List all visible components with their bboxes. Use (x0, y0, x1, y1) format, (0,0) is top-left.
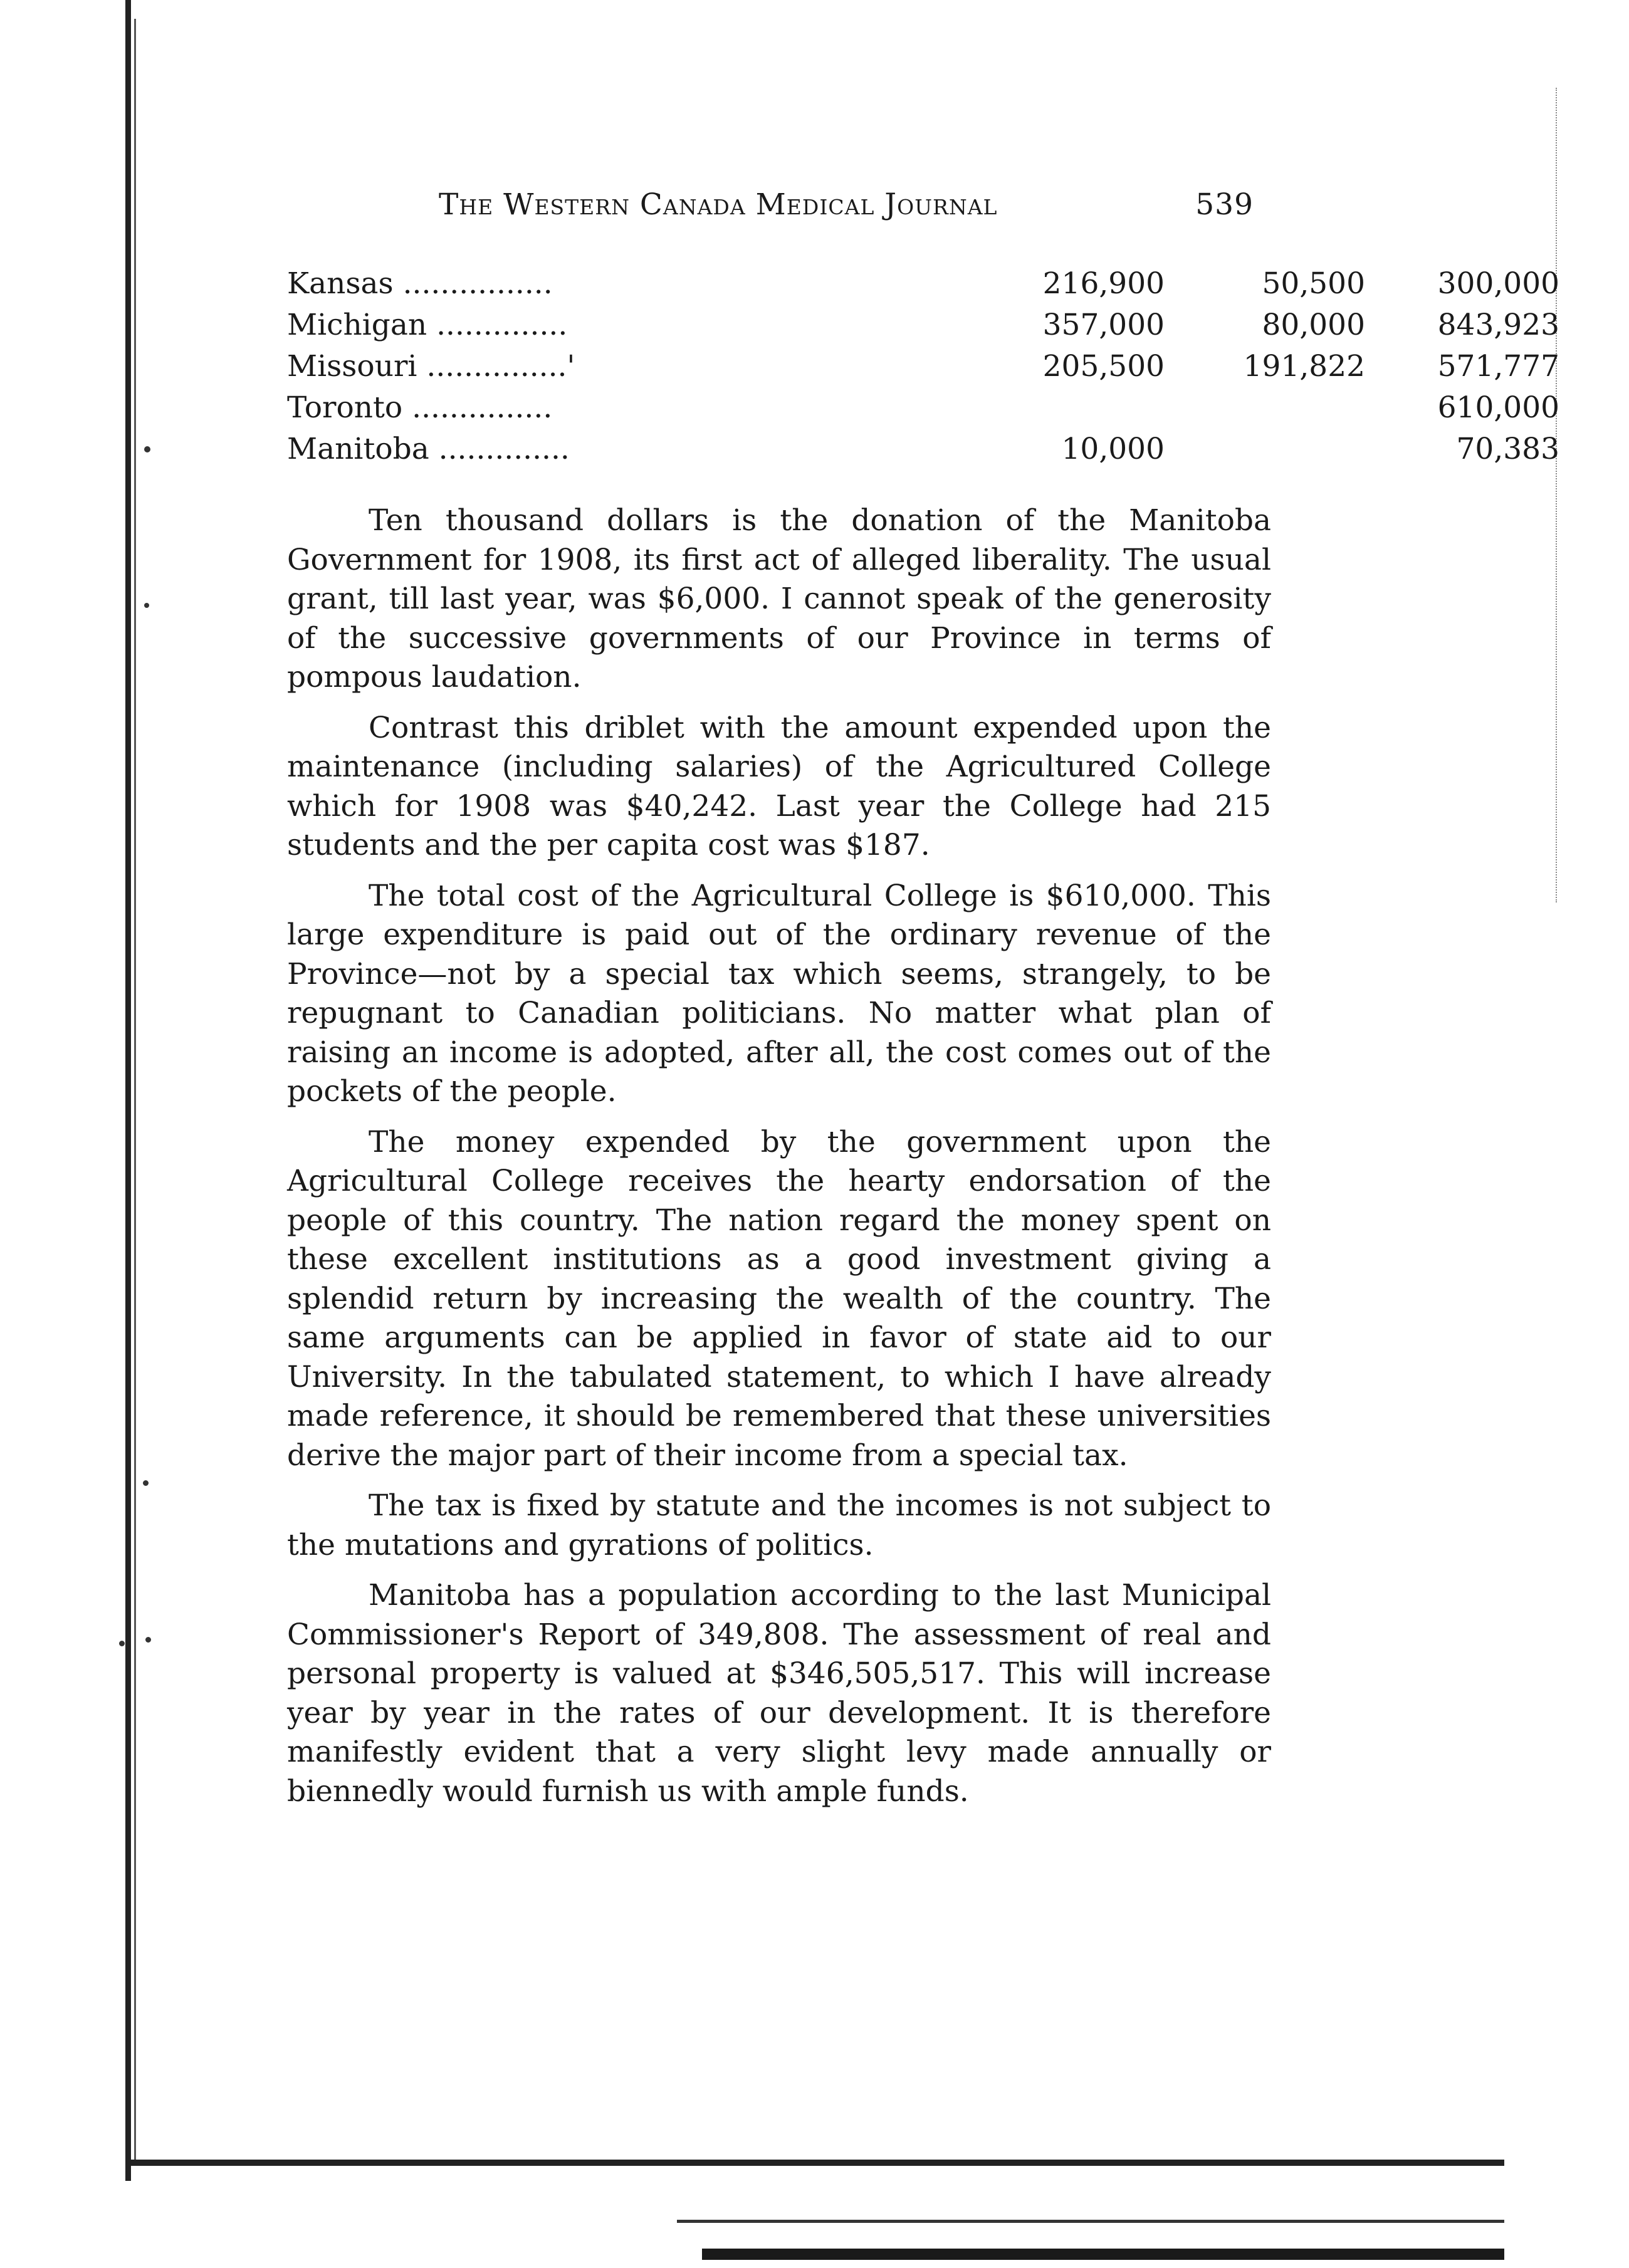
paragraph: The tax is fixed by statute and the incomes is not subject to the mutations and gyrations of politics. (287, 1488, 1271, 1562)
table-cell-value: 205,500 (1042, 349, 1165, 384)
table-cell-value: 300,000 (1437, 266, 1559, 301)
bottom-edge-rule-secondary (677, 2220, 1504, 2223)
table-row (287, 305, 1559, 346)
table-cell-value: 216,900 (1042, 266, 1165, 301)
table-cell-value: 80,000 (1262, 308, 1365, 342)
scan-speck (144, 446, 150, 452)
paragraph: Manitoba has a population according to the last Municipal Commissioner's Report of 349,808. The assessment of real and personal property is valued at $346,505,517. This will increase year by year in the rates of our development. It is therefore manifestly evident that a very slight levy made annually or biennedly would furnish us with ample funds. (287, 1578, 1271, 1809)
table-cell-place: Toronto ............... (287, 390, 553, 425)
table-row (287, 346, 1559, 387)
table-cell-place: Kansas ................ (287, 266, 553, 301)
table-row (287, 429, 1559, 470)
binding-shadow (134, 19, 136, 2162)
table-cell-value: 70,383 (1456, 432, 1559, 466)
page-edge-right (1556, 88, 1558, 902)
table-cell-place: Manitoba .............. (287, 432, 570, 466)
journal-title: The Western Canada Medical Journal (439, 187, 998, 222)
paragraph: The money expended by the government upon the Agricultural College receives the hearty endorsation of the people of this country. The nation regard the money spent on these excellent institutions as a good investment giving a splendid return by increasing the wealth of the country. The same arguments can be applied in favor of state aid to our University. In the tabulated statement, to which I have already made reference, it should be remembered that these universities derive the major part of their income from a special tax. (287, 1124, 1271, 1473)
paragraph: Ten thousand dollars is the donation of the Manitoba Government for 1908, its first act of alleged liberality. The usual grant, till last year, was $6,000. I cannot speak of the generosity of the successive governments of our Province in terms of pompous laudation. (287, 503, 1271, 694)
grants-table (287, 263, 1559, 470)
scan-speck (144, 603, 149, 608)
table-row (287, 263, 1559, 305)
table-row (287, 387, 1559, 429)
bottom-edge-rule (125, 2160, 1504, 2166)
table-cell-value: 571,777 (1437, 349, 1559, 384)
table-cell-place: Missouri ...............' (287, 349, 575, 384)
paragraph: The total cost of the Agricultural College is $610,000. This large expenditure is paid out of the ordinary revenue of the Province—not by a special tax which seems, strangely, to be repugnant to Canadian politicians. No matter what plan of raising an income is adopted, after all, the cost comes out of the pockets of the people. (287, 878, 1271, 1109)
scan-speck (145, 1637, 151, 1643)
bottom-edge-shadow (702, 2249, 1504, 2260)
page-number: 539 (1195, 187, 1254, 222)
paragraph: Contrast this driblet with the amount expended upon the maintenance (including salaries) of the Agricultured College which for 1908 was $40,242. Last year the College had 215 students and the per capita cost was $187. (287, 710, 1271, 862)
table-cell-value: 843,923 (1437, 308, 1559, 342)
running-header (439, 183, 1254, 227)
table-cell-place: Michigan .............. (287, 308, 568, 342)
scan-speck (143, 1480, 149, 1486)
binding-edge (125, 0, 131, 2181)
table-cell-value: 50,500 (1262, 266, 1365, 301)
body-text (287, 501, 1271, 1822)
table-cell-value: 191,822 (1243, 349, 1365, 384)
scan-speck (119, 1641, 125, 1646)
table-cell-value: 610,000 (1437, 390, 1559, 425)
table-cell-value: 10,000 (1061, 432, 1165, 466)
table-cell-value: 357,000 (1042, 308, 1165, 342)
